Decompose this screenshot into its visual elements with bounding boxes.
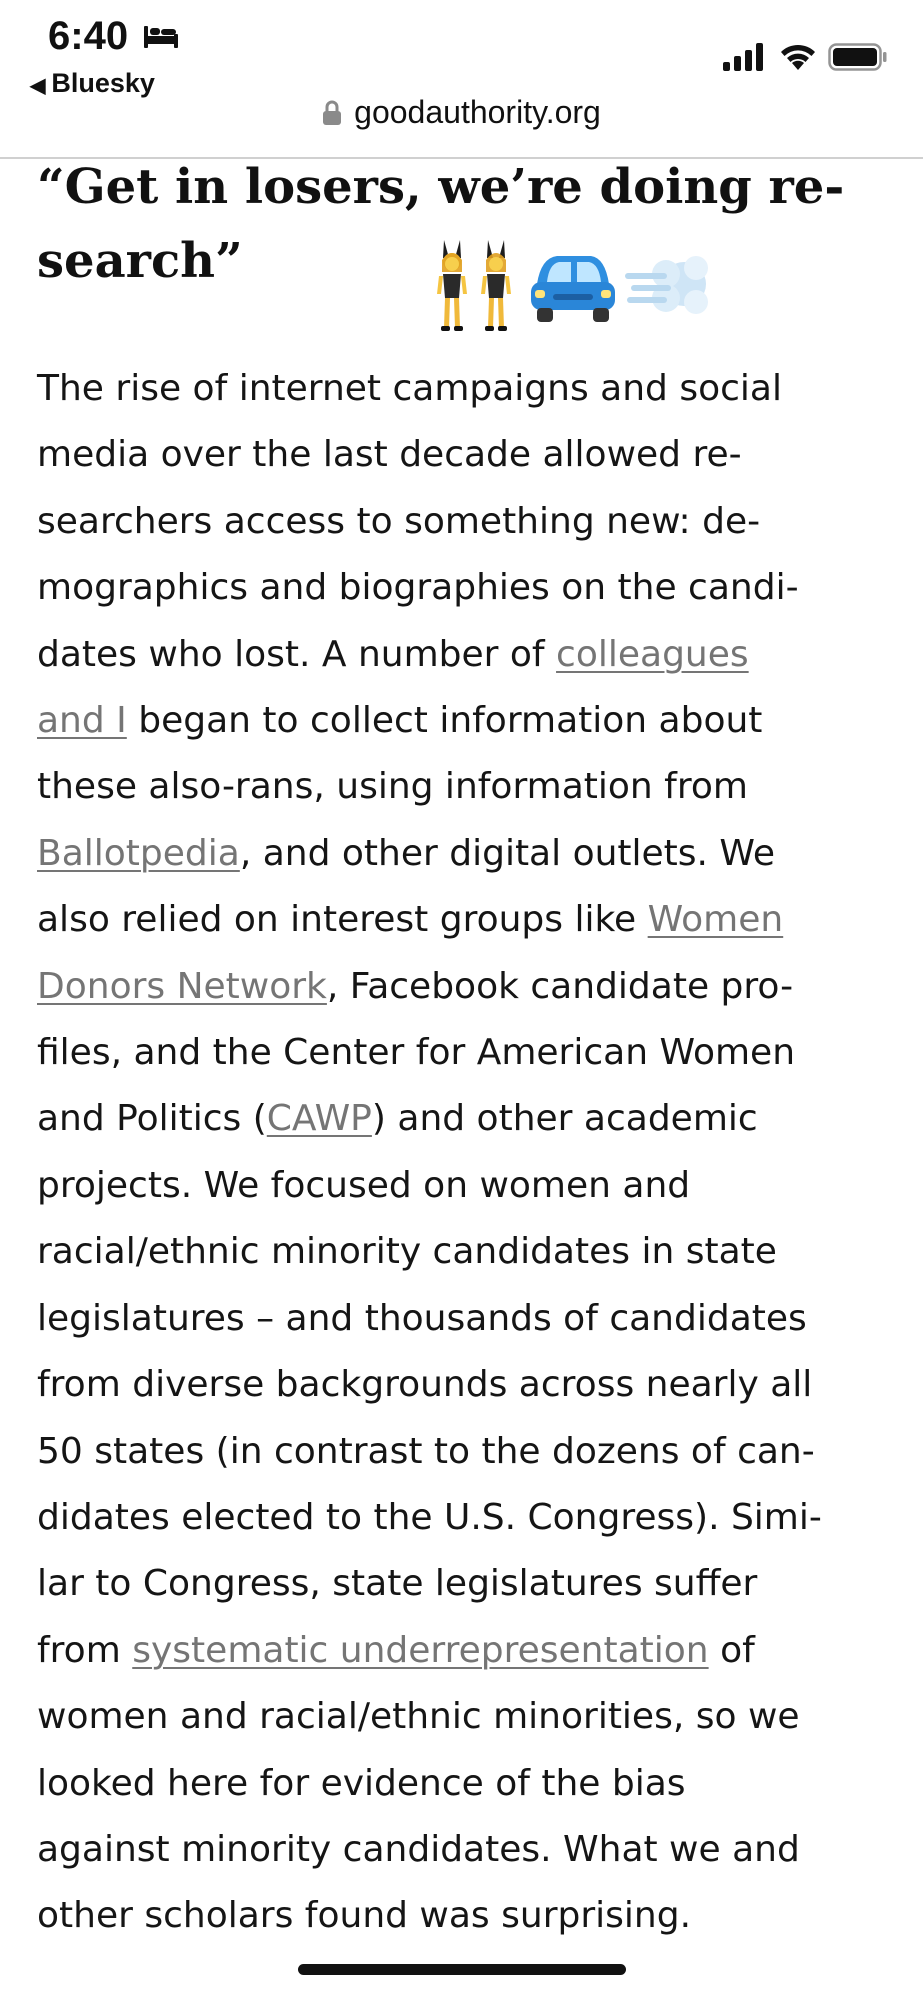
status-bar <box>0 0 923 130</box>
paragraph-line <box>37 422 907 488</box>
paragraph-line <box>37 887 907 953</box>
paragraph-text: files, and the Center for American Women <box>37 1032 796 1074</box>
paragraph-line <box>37 1684 907 1750</box>
paragraph-text: racial/ethnic minority candidates in state <box>37 1231 777 1273</box>
paragraph-text: lar to Congress, state legislatures suffer <box>37 1563 758 1605</box>
paragraph-text: from diverse backgrounds across nearly all <box>37 1364 813 1406</box>
paragraph-text: dates who lost. A number of <box>37 633 557 675</box>
cellular-signal-icon <box>722 42 766 72</box>
paragraph-line <box>37 1219 907 1285</box>
paragraph-text: media over the last decade allowed re- <box>37 434 742 476</box>
home-indicator[interactable] <box>298 1964 626 1975</box>
paragraph-text: from <box>37 1629 133 1671</box>
paragraph-line <box>37 754 907 820</box>
paragraph-line <box>37 1817 907 1883</box>
lock-icon <box>322 100 342 126</box>
sleep-bed-icon <box>142 22 180 50</box>
heading-line: search” <box>37 233 243 289</box>
back-arrow-icon: ◀ <box>30 75 46 97</box>
clock: 6:40 <box>48 14 129 58</box>
paragraph-text: searchers access to something new: de- <box>37 500 761 542</box>
paragraph-text: these also-rans, using information from <box>37 766 748 808</box>
inline-link[interactable]: Donors Network <box>37 965 327 1007</box>
paragraph-text: mographics and biographies on the candi- <box>37 567 799 609</box>
emoji-group <box>432 238 714 334</box>
heading-line: “Get in losers, we’re doing re- <box>37 159 845 215</box>
paragraph-text: other scholars found was surprising. <box>37 1895 692 1937</box>
paragraph-text: 50 states (in contrast to the dozens of can- <box>37 1430 815 1472</box>
paragraph-line <box>37 1551 907 1617</box>
paragraph-line <box>37 356 907 422</box>
battery-icon <box>828 42 888 72</box>
car-icon <box>527 238 619 334</box>
paragraph-text: projects. We focused on women and <box>37 1164 691 1206</box>
paragraph-text: of <box>708 1629 755 1671</box>
inline-link[interactable]: and I <box>37 700 127 742</box>
paragraph-line <box>37 1086 907 1152</box>
paragraph-text: women and racial/ethnic minorities, so we <box>37 1696 800 1738</box>
paragraph-line <box>37 1883 907 1949</box>
paragraph-line <box>37 821 907 887</box>
paragraph-line <box>37 1020 907 1086</box>
paragraph-text: and Politics ( <box>37 1098 267 1140</box>
paragraph-text: looked here for evidence of the bias <box>37 1762 686 1804</box>
url-text: goodauthority.org <box>354 94 601 130</box>
paragraph-text: ) and other academic <box>371 1098 758 1140</box>
paragraph-text: The rise of internet campaigns and social <box>37 368 782 409</box>
women-with-bunny-ears-icon <box>432 238 522 334</box>
paragraph-text: began to collect information about <box>126 700 763 742</box>
paragraph-line <box>37 1485 907 1551</box>
inline-link[interactable]: Women <box>647 899 784 941</box>
paragraph-line <box>37 1286 907 1352</box>
dash-icon <box>624 238 714 334</box>
paragraph-line <box>37 954 907 1020</box>
paragraph-text: didates elected to the U.S. Congress). Simi- <box>37 1496 822 1538</box>
paragraph-line <box>37 1751 907 1817</box>
address-bar[interactable] <box>0 94 923 131</box>
paragraph-text: , Facebook candidate pro- <box>326 965 794 1007</box>
back-app-label: Bluesky <box>51 68 155 98</box>
article-paragraph <box>37 356 907 1950</box>
paragraph-text: , and other digital outlets. We <box>239 832 776 874</box>
inline-link[interactable]: Ballotpedia <box>37 832 240 874</box>
paragraph-line <box>37 622 907 688</box>
paragraph-text: also relied on interest groups like <box>37 899 648 941</box>
paragraph-text: against minority candidates. What we and <box>37 1828 800 1870</box>
inline-link[interactable]: CAWP <box>266 1098 372 1140</box>
wifi-icon <box>778 40 818 72</box>
paragraph-line <box>37 555 907 621</box>
paragraph-line <box>37 1153 907 1219</box>
inline-link[interactable]: systematic underrepresentation <box>132 1629 709 1671</box>
paragraph-line <box>37 489 907 555</box>
inline-link[interactable]: colleagues <box>556 633 749 675</box>
paragraph-line <box>37 688 907 754</box>
paragraph-line <box>37 1352 907 1418</box>
paragraph-text: legislatures – and thousands of candidates <box>37 1297 807 1339</box>
paragraph-line <box>37 1419 907 1485</box>
paragraph-line <box>37 1618 907 1684</box>
